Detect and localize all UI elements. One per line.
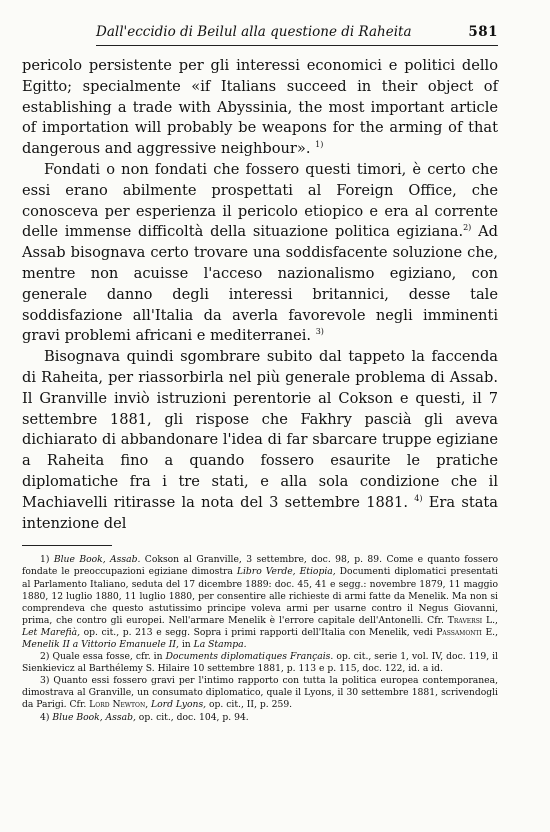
- footnote: [22, 675, 498, 711]
- text-run: op. cit., doc. 104, p. 94.: [135, 711, 249, 723]
- italic-text: Blue Book, Assab.: [53, 554, 141, 566]
- italic-text: La Stampa.: [193, 638, 247, 650]
- italic-text: Let Marefià,: [22, 626, 81, 638]
- text-run: Bisognava quindi sgombrare subito dal tappeto la faccenda di Raheita, per riassorbirla nel più generale problema di Assab. Il Granville inviò istruzioni perentorie al Cokson e questi, il 7 settembre 1881, gli rispose che Fakhry pascià gli aveva dichiarato di abbandonare l'idea di far sbarcare truppe egiziane a Raheita fino a quando fossero esaurite le pratiche diplomatiche fra i tre stati, e alla sola condizione che il Machiavelli ritirasse la nota del 3 settembre 1881.: [22, 348, 498, 511]
- text-run: Era stata intenzione del: [22, 493, 498, 532]
- text-run: Fondati o non fondati che fossero questi timori, è certo che essi erano abilmente prospettati al Foreign Office, che conosceva per esperienza il pericolo etiopico e era al corrente delle immense difficoltà della situazione politica egiziana.: [22, 160, 498, 241]
- text-run: Ad Assab bisognava certo trovare una soddisfacente soluzione che, mentre non acuisse l'acceso nazionalismo egiziano, con generale danno degli interessi britannici, desse tale soddisfazione all'Italia da averla favorevole negli imminenti gravi problemi africani e mediterranei.: [22, 223, 498, 345]
- running-header: [96, 24, 498, 46]
- footnote-ref: 1): [315, 140, 324, 150]
- footnotes: [22, 554, 498, 723]
- footnote-ref: 2): [463, 223, 472, 233]
- text-run: in: [178, 638, 194, 650]
- author-name: Passamonti E.,: [436, 626, 498, 638]
- italic-text: Libro Verde, Etiopia,: [236, 566, 336, 578]
- text-run: Documenti diplomatici presentati al Parlamento Italiano, seduta del 17 dicembre 1889: doc. 45, 41 e segg.: novembre 1879, 11 maggio 1880, 12 luglio 1880, 11 luglio 1880, per consentire alle richieste di armi fatte da Menelik. Ma non si comprendeva che questo astutissimo principe voleva armi per usarne contro il Negus Giovanni, prima, che contro gli europei. Nell'armare Menelik è l'errore capitale dell'Antonelli. Cfr.: [22, 566, 498, 626]
- running-title: Dall'eccidio di Beilul alla questione di Raheita: [96, 24, 412, 40]
- footnote: [22, 554, 498, 651]
- text-run: 1): [40, 554, 54, 566]
- footnote-ref: 3): [315, 327, 324, 337]
- paragraph: [22, 56, 498, 160]
- paragraph: [22, 347, 498, 534]
- footnote-rule: [22, 545, 112, 546]
- main-text: [22, 56, 498, 534]
- text-run: op. cit., serie 1, vol. IV, doc. 119, il Sienkievicz al Barthélemy S. Hilaire 10 settembre 1881, p. 113 e p. 115, doc. 122, id. a id.: [22, 651, 498, 675]
- footnote-ref: 4): [414, 493, 423, 503]
- author-name: Lord Newton,: [89, 699, 149, 711]
- italic-text: Menelik II a Vittorio Emanuele II,: [22, 638, 179, 650]
- text-run: op. cit., II, p. 259.: [206, 699, 293, 711]
- text-run: Cokson al Granville, 3 settembre, doc. 98, p. 89. Come e quanto fossero fondate le preoccupazioni egiziane dimostra: [22, 554, 498, 578]
- text-run: op. cit., p. 213 e segg. Sopra i primi rapporti dell'Italia con Menelik, vedi: [80, 626, 437, 638]
- footnote: [22, 712, 498, 724]
- page-number: 581: [468, 24, 498, 40]
- text-run: pericolo persistente per gli interessi economici e politici dello Egitto; specialmente «if Italians succeed in their object of establishing a trade with Abyssinia, the most important article of importation will probably be weapons for the arming of that dangerous and aggressive neighbour».: [22, 57, 498, 158]
- paragraph: [22, 160, 498, 347]
- text-run: 4): [40, 711, 53, 723]
- italic-text: Lord Lyons,: [151, 699, 207, 711]
- text-run: 2) Quale essa fosse, cfr. in: [40, 651, 166, 663]
- italic-text: Documents diplomatiques Français.: [165, 651, 334, 663]
- footnote: [22, 651, 498, 675]
- italic-text: Blue Book, Assab,: [52, 711, 136, 723]
- text-run: 3) Quanto essi fossero gravi per l'intimo rapporto con tutta la politica europea contemporanea, dimostrava al Granville, un consumato diplomatico, quale il Lyons, il 30 settembre 1881, scrivendogli da Parigi. Cfr.: [22, 675, 498, 711]
- author-name: Traversi L.,: [447, 614, 498, 626]
